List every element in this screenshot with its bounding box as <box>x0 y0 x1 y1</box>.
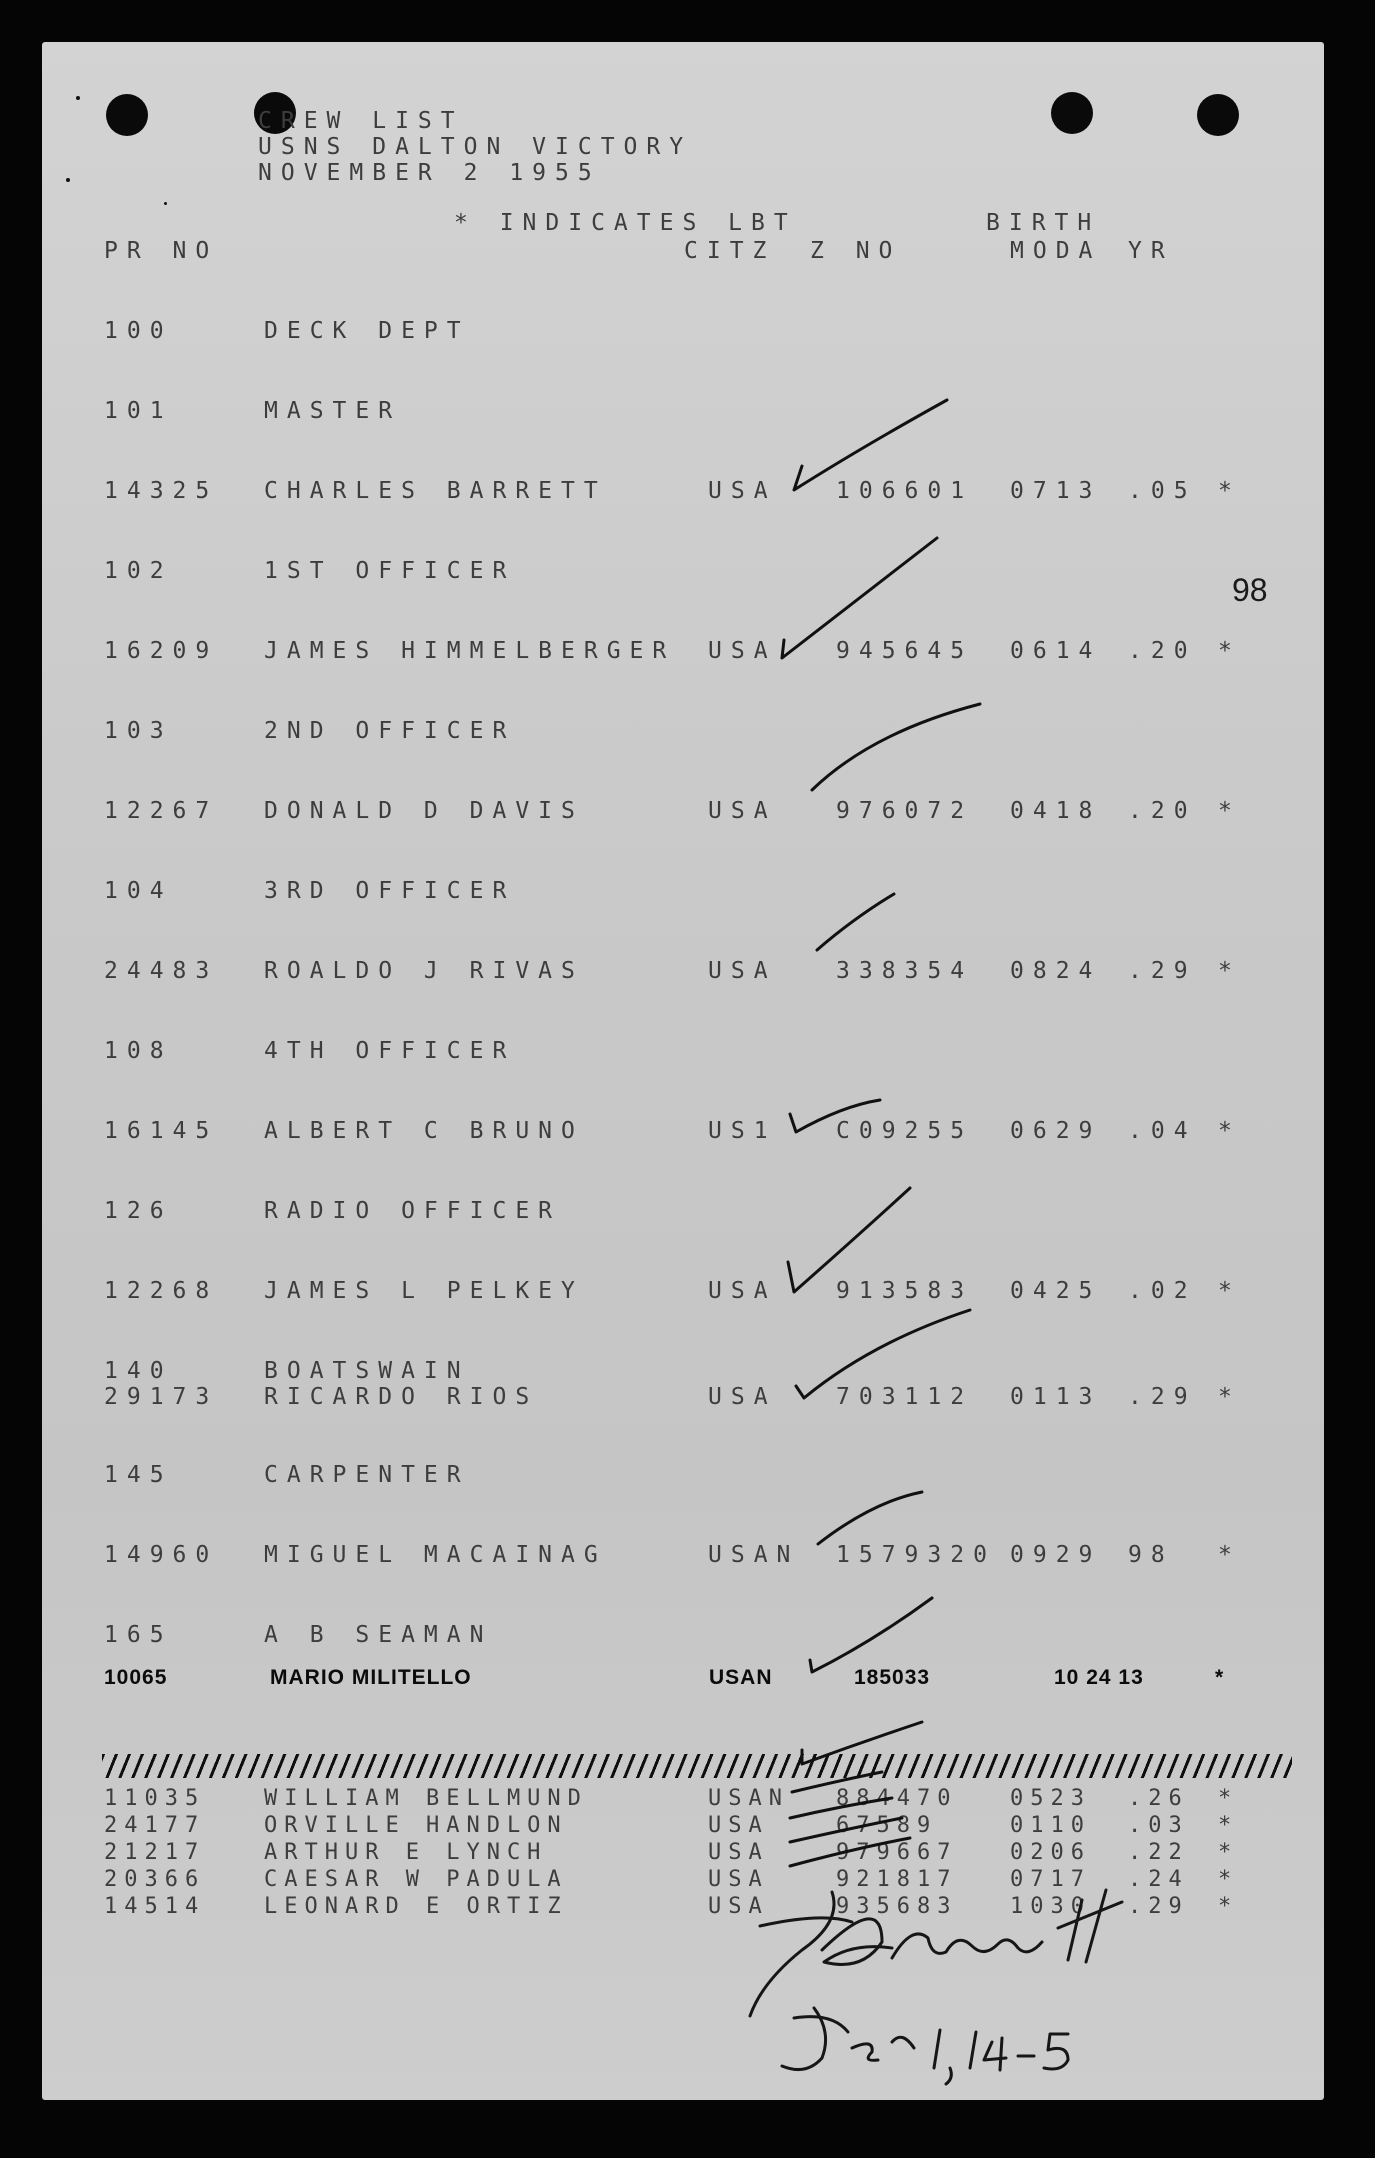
crew-citizenship: USAN <box>708 1542 800 1568</box>
crew-mark-bold: * <box>1215 1666 1225 1689</box>
crew-birth-year: .22 <box>1128 1840 1189 1865</box>
crew-birth-moda: 0717 <box>1010 1867 1091 1892</box>
section-title: RADIO OFFICER <box>264 1198 562 1224</box>
ink-speck <box>76 96 80 100</box>
section-pr-number: 145 <box>104 1462 173 1488</box>
section-title: BOATSWAIN <box>264 1358 470 1384</box>
section-title: MASTER <box>264 398 402 424</box>
crew-citizenship: USA <box>708 958 777 984</box>
crew-birth-year: .20 <box>1128 638 1197 664</box>
crew-birth-moda: 0523 <box>1010 1786 1091 1811</box>
section-pr-number: 104 <box>104 878 173 904</box>
crew-citizenship: USA <box>708 478 777 504</box>
z-no-header: Z NO <box>810 238 902 264</box>
check-mark-icon <box>790 1100 880 1132</box>
crew-birth-year: .24 <box>1128 1867 1189 1892</box>
crew-pr-bold: 10065 <box>104 1666 168 1689</box>
crew-z-number: 67589 <box>836 1813 938 1838</box>
crew-pr-number: 11035 <box>104 1786 206 1811</box>
section-title: 3RD OFFICER <box>264 878 516 904</box>
crew-pr-number: 21217 <box>104 1840 206 1865</box>
birth-header: BIRTH <box>986 210 1101 236</box>
crew-z-number: 921817 <box>836 1867 958 1892</box>
section-title: 1ST OFFICER <box>264 558 516 584</box>
header-title: CREW LIST <box>258 108 464 134</box>
crew-birth-year: .20 <box>1128 798 1197 824</box>
crew-birth-year: .26 <box>1128 1786 1189 1811</box>
crew-birth-moda: 0418 <box>1010 798 1102 824</box>
moda-header: MODA <box>1010 238 1102 264</box>
section-pr-number: 165 <box>104 1622 173 1648</box>
crew-citizenship: USA <box>708 1813 769 1838</box>
crew-name: ARTHUR E LYNCH <box>264 1840 548 1865</box>
check-mark-icon <box>792 1772 882 1792</box>
section-title: DECK DEPT <box>264 318 470 344</box>
crew-pr-number: 14514 <box>104 1894 206 1919</box>
crew-moda-bold: 10 24 13 <box>1054 1666 1144 1689</box>
crew-citizenship: USA <box>708 1384 777 1410</box>
crew-lbt-mark: * <box>1218 1118 1241 1144</box>
crew-birth-year: .04 <box>1128 1118 1197 1144</box>
crew-name: ORVILLE HANDLON <box>264 1813 568 1838</box>
header-date: NOVEMBER 2 1955 <box>258 160 601 186</box>
crew-z-number: 703112 <box>836 1384 974 1410</box>
crew-birth-year: .03 <box>1128 1813 1189 1838</box>
section-title: 2ND OFFICER <box>264 718 516 744</box>
crew-z-number: 945645 <box>836 638 974 664</box>
section-pr-number: 103 <box>104 718 173 744</box>
ink-speck <box>164 202 167 205</box>
section-pr-number: 102 <box>104 558 173 584</box>
crew-name: CAESAR W PADULA <box>264 1867 568 1892</box>
crew-birth-moda: 0206 <box>1010 1840 1091 1865</box>
crew-pr-number: 16209 <box>104 638 219 664</box>
document-page <box>42 42 1324 2100</box>
crew-z-number: 338354 <box>836 958 974 984</box>
crew-citizenship: USA <box>708 798 777 824</box>
check-mark-icon <box>812 704 980 790</box>
crew-pr-number: 12268 <box>104 1278 219 1304</box>
crew-pr-number: 14325 <box>104 478 219 504</box>
ink-speck <box>66 178 70 182</box>
crew-lbt-mark: * <box>1218 1542 1241 1568</box>
crew-name: ROALDO J RIVAS <box>264 958 584 984</box>
crew-lbt-mark: * <box>1218 1786 1239 1811</box>
header-ship: USNS DALTON VICTORY <box>258 134 693 160</box>
section-pr-number: 108 <box>104 1038 173 1064</box>
check-mark-icon <box>790 1798 892 1818</box>
section-title: 4TH OFFICER <box>264 1038 516 1064</box>
pr-no-header: PR NO <box>104 238 219 264</box>
check-mark-icon <box>818 1492 922 1544</box>
crew-birth-year: .05 <box>1128 478 1197 504</box>
crew-citz-bold: USAN <box>709 1666 773 1689</box>
crew-lbt-mark: * <box>1218 958 1241 984</box>
crew-birth-year: .02 <box>1128 1278 1197 1304</box>
check-mark-icon <box>810 1598 932 1672</box>
check-marks <box>42 42 1324 2100</box>
crew-z-number: C09255 <box>836 1118 974 1144</box>
crew-citizenship: USA <box>708 1840 769 1865</box>
yr-header: YR <box>1128 238 1174 264</box>
section-pr-number: 126 <box>104 1198 173 1224</box>
crew-name-bold: MARIO MILITELLO <box>270 1666 472 1689</box>
crew-pr-number: 20366 <box>104 1867 206 1892</box>
check-mark-icon <box>817 894 894 950</box>
crew-lbt-mark: * <box>1218 1278 1241 1304</box>
crew-pr-number: 16145 <box>104 1118 219 1144</box>
crew-name: JAMES HIMMELBERGER <box>264 638 676 664</box>
crew-citizenship: USAN <box>708 1786 789 1811</box>
crew-zno-bold: 185033 <box>854 1666 931 1689</box>
crew-birth-year: 98 <box>1128 1542 1174 1568</box>
crew-birth-moda: 0824 <box>1010 958 1102 984</box>
crew-lbt-mark: * <box>1218 1840 1239 1865</box>
crew-birth-moda: 0110 <box>1010 1813 1091 1838</box>
crew-name: JAMES L PELKEY <box>264 1278 584 1304</box>
check-mark-icon <box>788 1188 910 1292</box>
section-title: A B SEAMAN <box>264 1622 493 1648</box>
crew-birth-year: .29 <box>1128 958 1197 984</box>
crew-birth-year: .29 <box>1128 1894 1189 1919</box>
crew-z-number: 106601 <box>836 478 974 504</box>
crew-birth-moda: 0614 <box>1010 638 1102 664</box>
crew-birth-moda: 1030 <box>1010 1894 1091 1919</box>
crew-z-number: 979667 <box>836 1840 958 1865</box>
check-mark-icon <box>790 1818 902 1842</box>
crew-lbt-mark: * <box>1218 478 1241 504</box>
crew-birth-year: .29 <box>1128 1384 1197 1410</box>
check-mark-icon <box>782 538 937 658</box>
crew-name: RICARDO RIOS <box>264 1384 539 1410</box>
crew-z-number: 1579320 <box>836 1542 996 1568</box>
crew-lbt-mark: * <box>1218 1813 1239 1838</box>
crew-citizenship: USA <box>708 1894 769 1919</box>
crew-name: LEONARD E ORTIZ <box>264 1894 568 1919</box>
crew-birth-moda: 0629 <box>1010 1118 1102 1144</box>
crew-birth-moda: 0425 <box>1010 1278 1102 1304</box>
lbt-legend: * INDICATES LBT <box>454 210 797 236</box>
check-mark-icon <box>794 400 947 490</box>
crew-lbt-mark: * <box>1218 1384 1241 1410</box>
crew-name: WILLIAM BELLMUND <box>264 1786 588 1811</box>
section-pr-number: 100 <box>104 318 173 344</box>
crew-pr-number: 12267 <box>104 798 219 824</box>
crew-lbt-mark: * <box>1218 638 1241 664</box>
section-title: CARPENTER <box>264 1462 470 1488</box>
crew-citizenship: USA <box>708 638 777 664</box>
crew-lbt-mark: * <box>1218 1894 1239 1919</box>
crew-name: MIGUEL MACAINAG <box>264 1542 607 1568</box>
crew-citizenship: USA <box>708 1867 769 1892</box>
page-number: 98 <box>1232 572 1268 608</box>
crew-birth-moda: 0113 <box>1010 1384 1102 1410</box>
crew-z-number: 976072 <box>836 798 974 824</box>
crew-z-number: 913583 <box>836 1278 974 1304</box>
crew-citizenship: US1 <box>708 1118 777 1144</box>
crew-pr-number: 29173 <box>104 1384 219 1410</box>
crew-z-number: 884470 <box>836 1786 958 1811</box>
crew-pr-number: 24483 <box>104 958 219 984</box>
crew-citizenship: USA <box>708 1278 777 1304</box>
crew-z-number: 935683 <box>836 1894 958 1919</box>
crew-birth-moda: 0713 <box>1010 478 1102 504</box>
section-pr-number: 101 <box>104 398 173 424</box>
crew-pr-number: 24177 <box>104 1813 206 1838</box>
crew-name: DONALD D DAVIS <box>264 798 584 824</box>
handwritten-signature <box>702 1862 1222 2102</box>
crew-name: CHARLES BARRETT <box>264 478 607 504</box>
crew-lbt-mark: * <box>1218 1867 1239 1892</box>
crew-name: ALBERT C BRUNO <box>264 1118 584 1144</box>
crew-pr-number: 14960 <box>104 1542 219 1568</box>
section-pr-number: 140 <box>104 1358 173 1384</box>
check-mark-icon <box>796 1310 970 1398</box>
citz-header: CITZ <box>684 238 776 264</box>
check-mark-icon <box>802 1722 922 1764</box>
crew-lbt-mark: * <box>1218 798 1241 824</box>
crew-birth-moda: 0929 <box>1010 1542 1102 1568</box>
